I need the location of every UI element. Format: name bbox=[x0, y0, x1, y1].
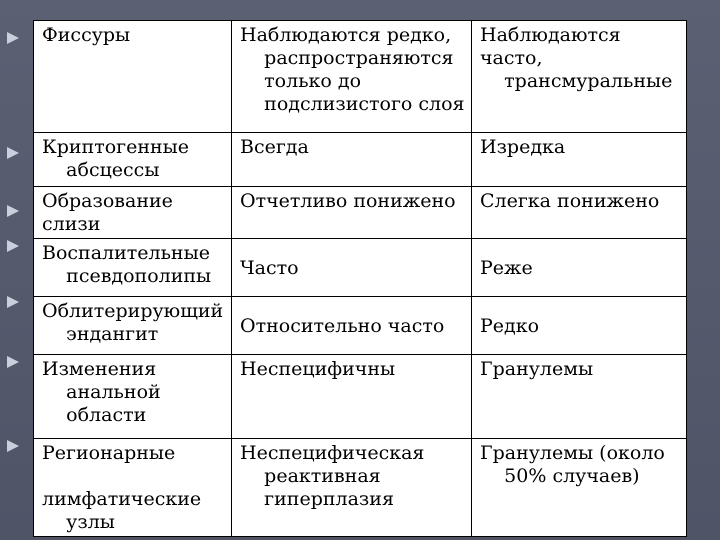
slide-bullets bbox=[0, 0, 28, 540]
triangle-bullet-icon bbox=[7, 296, 19, 308]
table-cell: Фиссуры bbox=[34, 21, 232, 133]
table-row bbox=[34, 439, 687, 537]
table-cell: Относительно часто bbox=[232, 297, 472, 355]
table-cell: Неспецифическая реактивная гиперплазия bbox=[232, 439, 472, 537]
table-cell: Криптогенные абсцессы bbox=[34, 133, 232, 187]
table-cell: Реже bbox=[472, 239, 687, 297]
table-cell: Редко bbox=[472, 297, 687, 355]
table-cell: Слегка понижено bbox=[472, 187, 687, 239]
table-cell: Облитерирующий эндангит bbox=[34, 297, 232, 355]
table-cell: Гранулемы bbox=[472, 355, 687, 439]
table-cell: Наблюдаются часто, трансмуральные bbox=[472, 21, 687, 133]
table-cell: Изменения анальной области bbox=[34, 355, 232, 439]
table-row bbox=[34, 133, 687, 187]
table-row bbox=[34, 297, 687, 355]
table-row bbox=[34, 355, 687, 439]
triangle-bullet-icon bbox=[7, 205, 19, 217]
triangle-bullet-icon bbox=[7, 356, 19, 368]
triangle-bullet-icon bbox=[7, 440, 19, 452]
table-row bbox=[34, 239, 687, 297]
table-cell: Воспалительные псевдополипы bbox=[34, 239, 232, 297]
table-cell: Регионарные лимфатические узлы bbox=[34, 439, 232, 537]
table-cell: Гранулемы (около 50% случаев) bbox=[472, 439, 687, 537]
triangle-bullet-icon bbox=[7, 147, 19, 159]
table-cell: Неспецифичны bbox=[232, 355, 472, 439]
table-row bbox=[34, 187, 687, 239]
triangle-bullet-icon bbox=[7, 240, 19, 252]
table-cell: Часто bbox=[232, 239, 472, 297]
comparison-table bbox=[33, 20, 687, 537]
table-row bbox=[34, 21, 687, 133]
table-cell: Изредка bbox=[472, 133, 687, 187]
table-cell: Отчетливо понижено bbox=[232, 187, 472, 239]
table-cell: Наблюдаются редко, распространяются только до подслизистого слоя bbox=[232, 21, 472, 133]
table-cell: Всегда bbox=[232, 133, 472, 187]
table-cell: Образование слизи bbox=[34, 187, 232, 239]
triangle-bullet-icon bbox=[7, 32, 19, 44]
